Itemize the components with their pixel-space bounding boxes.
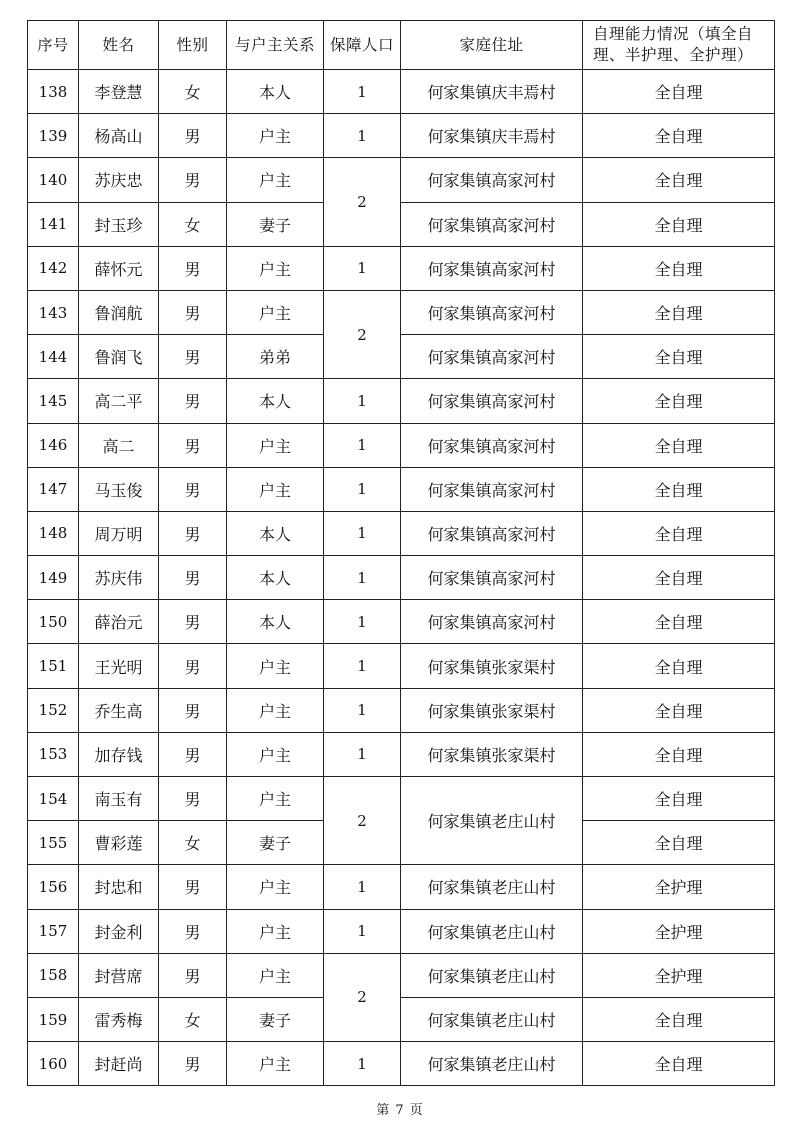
cell-self-care: 全自理: [583, 997, 775, 1041]
cell-name: 曹彩莲: [79, 821, 159, 865]
cell-address: 何家集镇老庄山村: [401, 865, 583, 909]
cell-name: 薛治元: [79, 600, 159, 644]
cell-index: 149: [28, 556, 79, 600]
cell-address: 何家集镇高家河村: [401, 335, 583, 379]
page-number: 第 7 页: [376, 1103, 424, 1118]
cell-relation: 户主: [227, 688, 324, 732]
cell-population: 1: [324, 865, 401, 909]
cell-name: 高二: [79, 423, 159, 467]
cell-relation: 户主: [227, 865, 324, 909]
cell-relation: 妻子: [227, 997, 324, 1041]
cell-self-care: 全自理: [583, 467, 775, 511]
cell-address: 何家集镇高家河村: [401, 556, 583, 600]
cell-name: 王光明: [79, 644, 159, 688]
cell-address: 何家集镇高家河村: [401, 202, 583, 246]
cell-gender: 男: [159, 290, 227, 334]
cell-relation: 户主: [227, 423, 324, 467]
cell-gender: 男: [159, 644, 227, 688]
cell-self-care: 全自理: [583, 423, 775, 467]
table-row: [28, 600, 775, 644]
cell-name: 南玉有: [79, 777, 159, 821]
cell-name: 鲁润航: [79, 290, 159, 334]
cell-self-care: 全护理: [583, 865, 775, 909]
cell-population: 2: [324, 158, 401, 246]
cell-index: 148: [28, 511, 79, 555]
table-row: [28, 556, 775, 600]
cell-address: 何家集镇张家渠村: [401, 688, 583, 732]
table-row: [28, 511, 775, 555]
cell-name: 周万明: [79, 511, 159, 555]
cell-relation: 本人: [227, 556, 324, 600]
cell-relation: 弟弟: [227, 335, 324, 379]
cell-gender: 男: [159, 467, 227, 511]
cell-address: 何家集镇高家河村: [401, 246, 583, 290]
header-name: 姓名: [79, 21, 159, 70]
cell-index: 151: [28, 644, 79, 688]
table-row: [28, 909, 775, 953]
table-row: [28, 467, 775, 511]
cell-address: 何家集镇老庄山村: [401, 953, 583, 997]
cell-self-care: 全自理: [583, 777, 775, 821]
cell-index: 155: [28, 821, 79, 865]
cell-self-care: 全护理: [583, 953, 775, 997]
cell-index: 157: [28, 909, 79, 953]
cell-index: 156: [28, 865, 79, 909]
cell-address: 何家集镇高家河村: [401, 600, 583, 644]
cell-gender: 男: [159, 335, 227, 379]
table-row: [28, 688, 775, 732]
cell-self-care: 全自理: [583, 556, 775, 600]
cell-name: 苏庆忠: [79, 158, 159, 202]
cell-gender: 男: [159, 114, 227, 158]
header-relation: 与户主关系: [227, 21, 324, 70]
cell-self-care: 全自理: [583, 379, 775, 423]
cell-relation: 户主: [227, 777, 324, 821]
cell-self-care: 全自理: [583, 335, 775, 379]
cell-index: 145: [28, 379, 79, 423]
cell-relation: 本人: [227, 600, 324, 644]
cell-population: 1: [324, 379, 401, 423]
cell-gender: 男: [159, 777, 227, 821]
cell-relation: 户主: [227, 1042, 324, 1086]
cell-self-care: 全自理: [583, 688, 775, 732]
cell-gender: 女: [159, 202, 227, 246]
cell-name: 加存钱: [79, 732, 159, 776]
cell-self-care: 全自理: [583, 202, 775, 246]
cell-population: 1: [324, 70, 401, 114]
cell-self-care: 全自理: [583, 290, 775, 334]
header-self-care: 自理能力情况（填全自理、半护理、全护理）: [583, 21, 775, 70]
cell-relation: 妻子: [227, 821, 324, 865]
cell-name: 封赶尚: [79, 1042, 159, 1086]
roster-table-container: [27, 20, 774, 1086]
roster-table: [27, 20, 775, 1086]
cell-self-care: 全自理: [583, 600, 775, 644]
cell-index: 150: [28, 600, 79, 644]
table-row: [28, 114, 775, 158]
cell-gender: 男: [159, 865, 227, 909]
cell-population: 2: [324, 290, 401, 378]
cell-population: 1: [324, 1042, 401, 1086]
cell-relation: 本人: [227, 379, 324, 423]
table-body: [28, 70, 775, 1086]
table-row: [28, 70, 775, 114]
cell-index: 158: [28, 953, 79, 997]
table-row: [28, 732, 775, 776]
cell-gender: 男: [159, 909, 227, 953]
cell-address: 何家集镇老庄山村: [401, 777, 583, 865]
table-row: [28, 335, 775, 379]
cell-gender: 女: [159, 821, 227, 865]
cell-gender: 男: [159, 600, 227, 644]
cell-relation: 户主: [227, 732, 324, 776]
cell-gender: 男: [159, 1042, 227, 1086]
cell-index: 153: [28, 732, 79, 776]
cell-gender: 女: [159, 997, 227, 1041]
cell-gender: 男: [159, 511, 227, 555]
cell-self-care: 全护理: [583, 909, 775, 953]
cell-name: 封营席: [79, 953, 159, 997]
cell-address: 何家集镇高家河村: [401, 290, 583, 334]
cell-index: 143: [28, 290, 79, 334]
cell-index: 138: [28, 70, 79, 114]
cell-self-care: 全自理: [583, 644, 775, 688]
table-row: [28, 290, 775, 334]
cell-population: 1: [324, 511, 401, 555]
cell-relation: 本人: [227, 511, 324, 555]
cell-relation: 户主: [227, 953, 324, 997]
cell-index: 144: [28, 335, 79, 379]
cell-gender: 男: [159, 423, 227, 467]
cell-population: 1: [324, 556, 401, 600]
cell-address: 何家集镇老庄山村: [401, 1042, 583, 1086]
table-row: [28, 1042, 775, 1086]
cell-name: 乔生高: [79, 688, 159, 732]
table-row: [28, 379, 775, 423]
cell-relation: 户主: [227, 909, 324, 953]
table-row: [28, 246, 775, 290]
cell-gender: 男: [159, 379, 227, 423]
cell-relation: 妻子: [227, 202, 324, 246]
cell-name: 高二平: [79, 379, 159, 423]
cell-population: 1: [324, 688, 401, 732]
cell-name: 封金利: [79, 909, 159, 953]
cell-self-care: 全自理: [583, 158, 775, 202]
cell-index: 159: [28, 997, 79, 1041]
cell-self-care: 全自理: [583, 511, 775, 555]
cell-address: 何家集镇老庄山村: [401, 909, 583, 953]
cell-index: 152: [28, 688, 79, 732]
cell-gender: 男: [159, 953, 227, 997]
cell-relation: 户主: [227, 158, 324, 202]
header-index: 序号: [28, 21, 79, 70]
cell-self-care: 全自理: [583, 821, 775, 865]
cell-population: 1: [324, 909, 401, 953]
cell-population: 1: [324, 732, 401, 776]
cell-address: 何家集镇庆丰焉村: [401, 70, 583, 114]
header-population: 保障人口: [324, 21, 401, 70]
cell-index: 147: [28, 467, 79, 511]
cell-index: 140: [28, 158, 79, 202]
cell-address: 何家集镇高家河村: [401, 158, 583, 202]
cell-relation: 本人: [227, 70, 324, 114]
cell-address: 何家集镇庆丰焉村: [401, 114, 583, 158]
table-row: [28, 202, 775, 246]
cell-index: 141: [28, 202, 79, 246]
cell-population: 2: [324, 777, 401, 865]
cell-name: 雷秀梅: [79, 997, 159, 1041]
cell-name: 封忠和: [79, 865, 159, 909]
cell-index: 146: [28, 423, 79, 467]
cell-address: 何家集镇高家河村: [401, 467, 583, 511]
cell-gender: 女: [159, 70, 227, 114]
table-row: [28, 423, 775, 467]
table-row: [28, 158, 775, 202]
cell-address: 何家集镇高家河村: [401, 423, 583, 467]
cell-gender: 男: [159, 556, 227, 600]
cell-name: 马玉俊: [79, 467, 159, 511]
cell-index: 154: [28, 777, 79, 821]
cell-population: 1: [324, 246, 401, 290]
header-row: [28, 21, 775, 70]
cell-self-care: 全自理: [583, 246, 775, 290]
cell-relation: 户主: [227, 246, 324, 290]
cell-self-care: 全自理: [583, 1042, 775, 1086]
cell-population: 1: [324, 423, 401, 467]
cell-name: 杨高山: [79, 114, 159, 158]
cell-population: 1: [324, 114, 401, 158]
cell-address: 何家集镇高家河村: [401, 511, 583, 555]
cell-gender: 男: [159, 732, 227, 776]
header-address: 家庭住址: [401, 21, 583, 70]
cell-population: 1: [324, 467, 401, 511]
cell-relation: 户主: [227, 114, 324, 158]
cell-index: 142: [28, 246, 79, 290]
cell-population: 1: [324, 644, 401, 688]
cell-address: 何家集镇张家渠村: [401, 732, 583, 776]
cell-population: 1: [324, 600, 401, 644]
cell-index: 160: [28, 1042, 79, 1086]
cell-population: 2: [324, 953, 401, 1041]
cell-name: 鲁润飞: [79, 335, 159, 379]
cell-address: 何家集镇高家河村: [401, 379, 583, 423]
cell-name: 封玉珍: [79, 202, 159, 246]
cell-relation: 户主: [227, 644, 324, 688]
cell-address: 何家集镇张家渠村: [401, 644, 583, 688]
table-row: [28, 865, 775, 909]
cell-gender: 男: [159, 246, 227, 290]
cell-name: 李登慧: [79, 70, 159, 114]
cell-relation: 户主: [227, 290, 324, 334]
cell-self-care: 全自理: [583, 732, 775, 776]
cell-name: 薛怀元: [79, 246, 159, 290]
cell-self-care: 全自理: [583, 114, 775, 158]
table-row: [28, 777, 775, 821]
cell-address: 何家集镇老庄山村: [401, 997, 583, 1041]
cell-gender: 男: [159, 158, 227, 202]
table-row: [28, 953, 775, 997]
cell-relation: 户主: [227, 467, 324, 511]
cell-gender: 男: [159, 688, 227, 732]
cell-index: 139: [28, 114, 79, 158]
cell-name: 苏庆伟: [79, 556, 159, 600]
cell-self-care: 全自理: [583, 70, 775, 114]
header-gender: 性别: [159, 21, 227, 70]
table-row: [28, 997, 775, 1041]
table-row: [28, 644, 775, 688]
